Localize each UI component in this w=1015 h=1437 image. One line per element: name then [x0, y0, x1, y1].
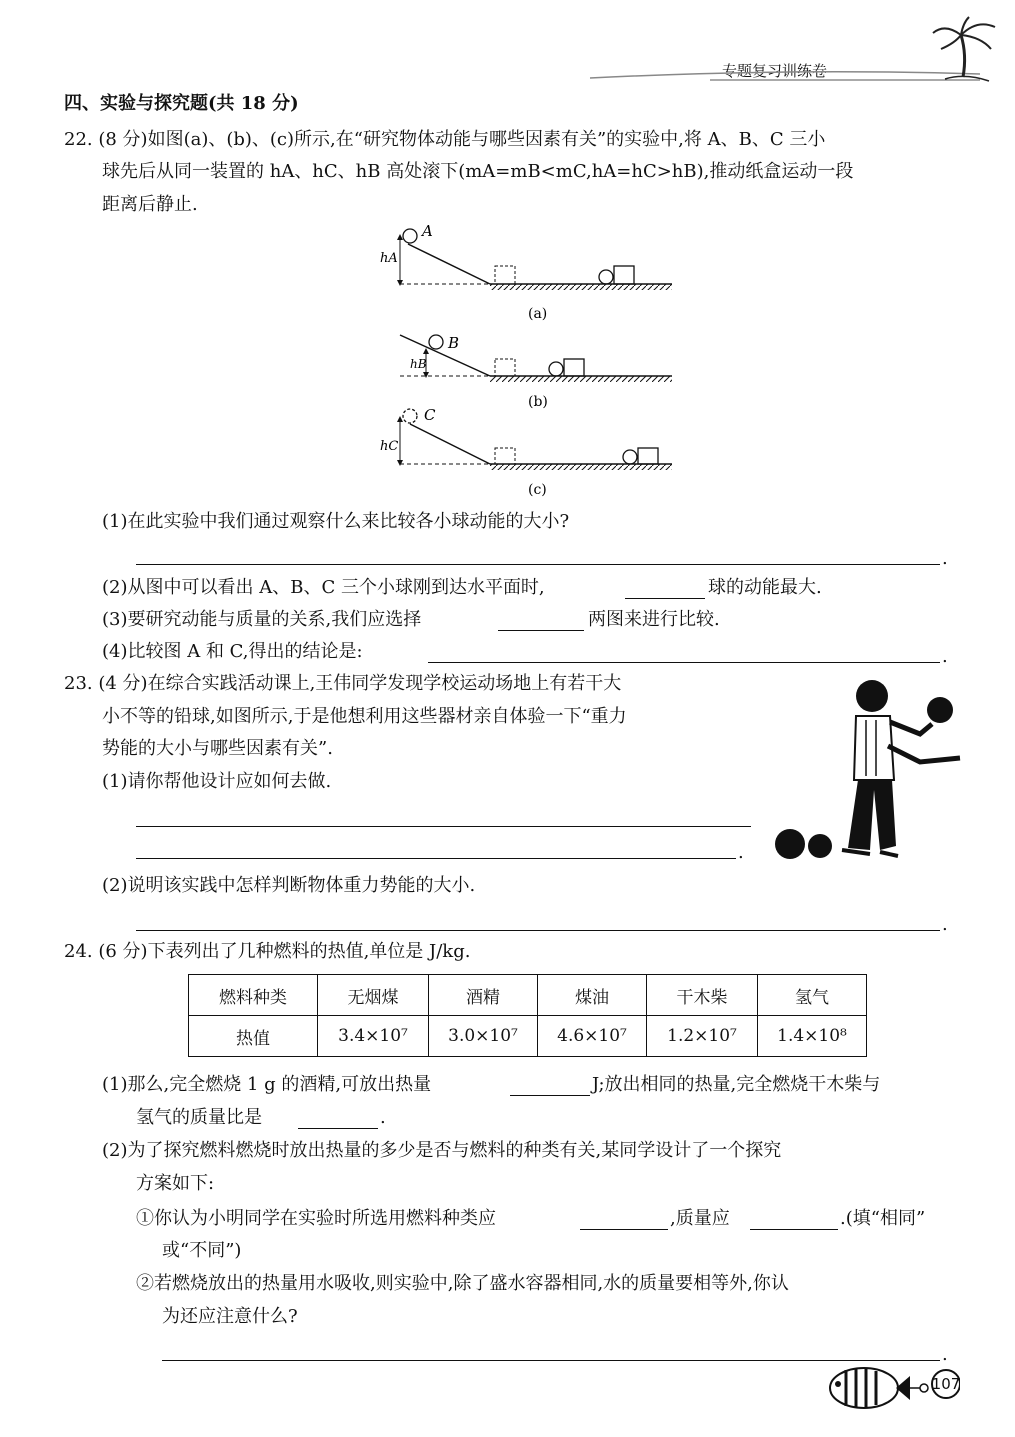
q23-part1-answer-line1[interactable] — [136, 826, 751, 827]
q22-part2-text: (2)从图中可以看出 A、B、C 三个小球刚到达水平面时, — [102, 577, 545, 598]
q22-stem-line1: 22. (8 分)如图(a)、(b)、(c)所示,在“研究物体动能与哪些因素有关”的实验中,将 A、B、C 三小 — [64, 129, 826, 150]
q24-sub1-line2: 或“不同”) — [162, 1240, 242, 1261]
table-header-row — [189, 975, 867, 1016]
q22-part2-blank[interactable] — [625, 598, 705, 599]
figure-c — [397, 409, 672, 470]
palm-tree-icon — [925, 15, 1005, 85]
table-cell: 4.6×10⁷ — [538, 1016, 647, 1057]
q24-sub1-tail: .(填“相同” — [840, 1208, 926, 1229]
q24-sub1-blank2[interactable] — [750, 1229, 838, 1230]
fig-a-height-label: hA — [380, 251, 398, 266]
q24-stem: 24. (6 分)下表列出了几种燃料的热值,单位是 J/kg. — [64, 941, 471, 962]
page-number: 107 — [931, 1375, 961, 1393]
fig-b-height-label: hB — [410, 357, 427, 371]
boy-with-shot-put-illustration — [770, 670, 985, 870]
figure-b — [400, 335, 672, 382]
table-row-label: 热值 — [189, 1016, 318, 1057]
q22-part1-answer-line[interactable] — [136, 564, 940, 565]
q23-part2: (2)说明该实践中怎样判断物体重力势能的大小. — [102, 875, 476, 896]
q22-stem-line3: 距离后静止. — [102, 194, 198, 215]
q24-sub1-text: ①你认为小明同学在实验时所选用燃料种类应 — [136, 1208, 496, 1229]
table-cell: 3.0×10⁷ — [429, 1016, 538, 1057]
table-cell: 1.2×10⁷ — [647, 1016, 758, 1057]
q24-sub1-mid: ,质量应 — [670, 1208, 730, 1229]
table-header-cell: 氢气 — [758, 975, 867, 1016]
fig-c-caption: (c) — [528, 482, 547, 498]
fig-a-caption: (a) — [528, 306, 548, 322]
table-header-cell: 燃料种类 — [189, 975, 318, 1016]
q22-part3-text: (3)要研究动能与质量的关系,我们应选择 — [102, 609, 422, 630]
table-cell: 1.4×10⁸ — [758, 1016, 867, 1057]
table-row — [189, 1016, 867, 1057]
q23-part1: (1)请你帮他设计应如何去做. — [102, 771, 332, 792]
q23-part2-answer-line[interactable] — [136, 930, 940, 931]
q24-part2-line1: (2)为了探究燃料燃烧时放出热量的多少是否与燃料的种类有关,某同学设计了一个探究 — [102, 1140, 782, 1161]
fuel-heat-table — [188, 974, 867, 1057]
q22-figure — [370, 220, 690, 510]
q24-sub1-blank1[interactable] — [580, 1229, 668, 1230]
q24-part1-blank1[interactable] — [510, 1095, 590, 1096]
fig-b-caption: (b) — [528, 394, 548, 410]
q24-part1-line2: 氢气的质量比是 — [136, 1107, 262, 1128]
q24-sub2-line2: 为还应注意什么? — [162, 1306, 298, 1327]
q22-stem-line2: 球先后从同一装置的 hA、hC、hB 高处滚下(mA=mB<mC,hA=hC>hB),推动纸盒运动一段 — [102, 161, 854, 182]
q22-part4-text: (4)比较图 A 和 C,得出的结论是: — [102, 641, 363, 662]
table-cell: 3.4×10⁷ — [318, 1016, 429, 1057]
q22-part3-blank[interactable] — [498, 630, 584, 631]
q22-part2-tail: 球的动能最大. — [708, 577, 822, 598]
q22-part1: (1)在此实验中我们通过观察什么来比较各小球动能的大小? — [102, 511, 570, 532]
q23-stem-line3: 势能的大小与哪些因素有关”. — [102, 738, 333, 759]
section-title: 四、实验与探究题(共 18 分) — [64, 93, 299, 114]
fig-c-height-label: hC — [380, 439, 399, 454]
fig-a-ball-label: A — [422, 222, 433, 240]
fig-b-ball-label: B — [448, 334, 460, 352]
q24-sub2-line1: ②若燃烧放出的热量用水吸收,则实验中,除了盛水容器相同,水的质量要相等外,你认 — [136, 1273, 789, 1294]
q23-stem-line1: 23. (4 分)在综合实践活动课上,王伟同学发现学校运动场地上有若干大 — [64, 673, 622, 694]
header-title: 专题复习训练卷 — [722, 62, 828, 80]
q23-part1-answer-line2[interactable] — [136, 858, 736, 859]
q22-part4-answer-line[interactable] — [428, 662, 940, 663]
q24-part1-text: (1)那么,完全燃烧 1 g 的酒精,可放出热量 — [102, 1074, 432, 1095]
table-header-cell: 无烟煤 — [318, 975, 429, 1016]
q24-part1-mid: J;放出相同的热量,完全燃烧干木柴与 — [592, 1074, 881, 1095]
q23-stem-line2: 小不等的铅球,如图所示,于是他想利用这些器材亲自体验一下“重力 — [102, 706, 627, 727]
q24-part2-line2: 方案如下: — [136, 1173, 215, 1194]
fig-c-ball-label: C — [424, 406, 436, 424]
table-header-cell: 酒精 — [429, 975, 538, 1016]
q24-part1-blank2[interactable] — [298, 1128, 378, 1129]
figure-a — [397, 229, 672, 290]
table-header-cell: 干木柴 — [647, 975, 758, 1016]
table-header-cell: 煤油 — [538, 975, 647, 1016]
q22-part3-tail: 两图来进行比较. — [588, 609, 720, 630]
